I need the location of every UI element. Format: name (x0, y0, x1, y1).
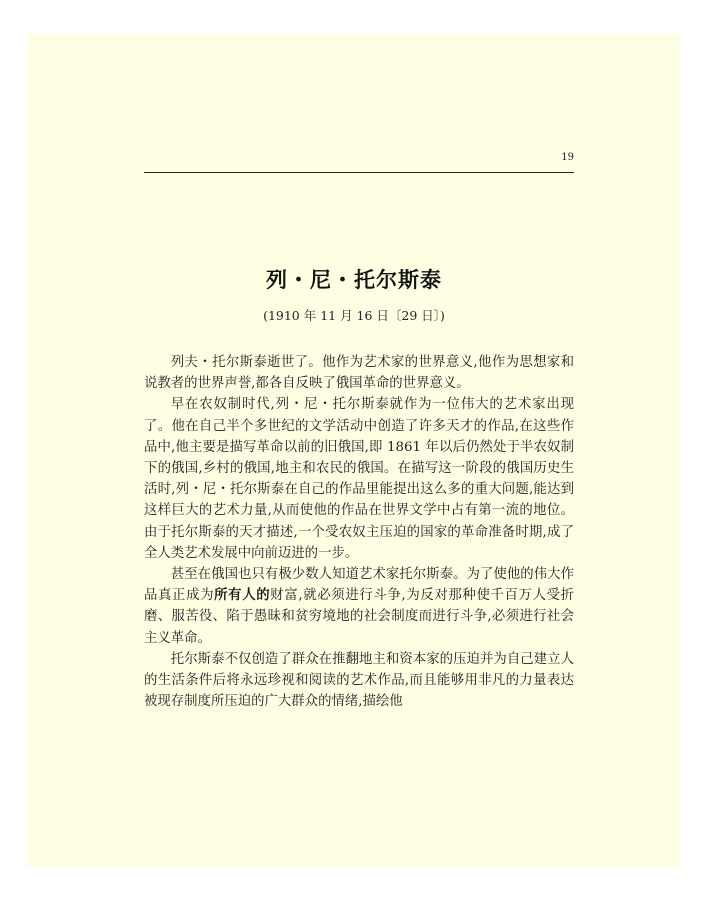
paragraph-text: 财富,就必须进行斗争,为反对那种使千百万人受折磨、服苦役、陷于愚昧和贫穷境地的社会制度而进行斗争,必须进行社会主义革命。 (144, 588, 575, 646)
paragraph: 托尔斯泰不仅创造了群众在推翻地主和资本家的压迫并为自己建立人的生活条件后将永远珍视和阅读的艺术作品,而且能够用非凡的力量表达被现存制度所压迫的广大群众的情绪,描绘他 (144, 651, 574, 710)
book-page (28, 34, 680, 867)
emphasized-text: 所有人的 (214, 588, 271, 604)
paragraph-text: 甚至在俄国也只有极少数人知道艺术家托尔斯泰。为了使他的伟大作品真正成为 (144, 567, 574, 604)
paragraph: 列夫・托尔斯泰逝世了。他作为艺术家的世界意义,他作为思想家和说教者的世界声誉,都各自反映了俄国革命的世界意义。 (144, 355, 574, 392)
article-title: 列・尼・托尔斯泰 (266, 268, 442, 292)
header-rule (144, 172, 574, 173)
page-number: 19 (561, 152, 574, 163)
paragraph (144, 564, 574, 649)
article-date: (1910 年 11 月 16 日〔29 日〕) (263, 308, 445, 323)
paragraph: 早在农奴制时代,列・尼・托尔斯泰就作为一位伟大的艺术家出现了。他在自己半个多世纪的文学活动中创造了许多天才的作品,在这些作品中,他主要是描写革命以前的旧俄国,即 1861 年以后仍然处于半农奴制下的俄国,乡村的俄国,地主和农民的俄国。在描写这一阶段的俄国历史生活时,列・尼・托尔斯泰在自己的作品里能提出这么多的重大问题,能达到这样巨大的艺术力量,从而使他的作品在世界文学中占有第一流的地位。由于托尔斯泰的天才描述,一个受农奴主压迫的国家的革命准备时期,成了全人类艺术发展中向前迈进的一步。 (144, 397, 574, 561)
article-body (144, 352, 574, 712)
